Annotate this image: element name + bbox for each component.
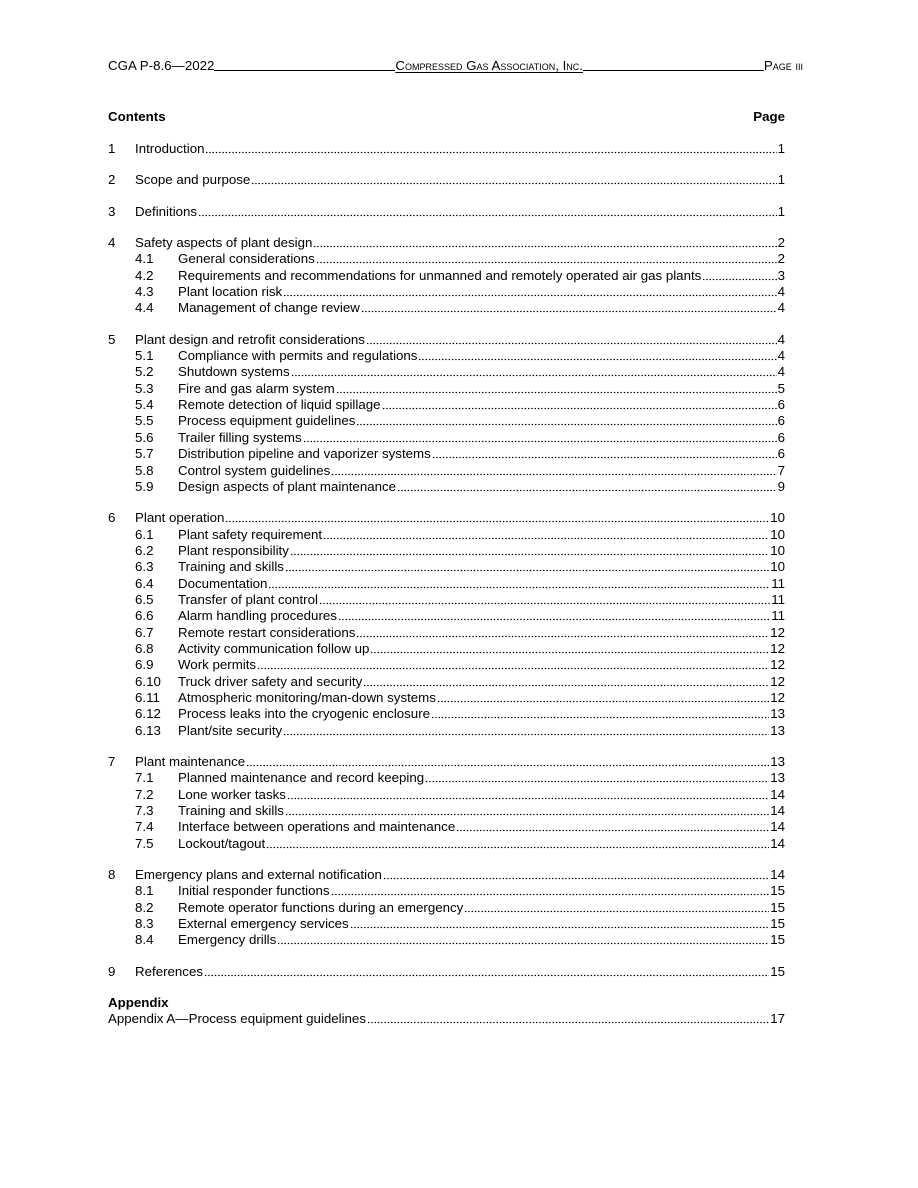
dot-leader [313, 235, 776, 251]
toc-subentry-title: Lockout/tagout [178, 835, 266, 851]
dot-leader [456, 819, 769, 835]
toc-entry-page: 2 [777, 235, 785, 251]
toc-section [108, 510, 785, 739]
toc-entry-6[interactable] [108, 510, 785, 526]
toc-entry-number: 3 [108, 203, 116, 219]
toc-subentry-page: 15 [770, 916, 785, 932]
toc-subentry-title: Control system guidelines [178, 462, 331, 478]
dot-leader [198, 204, 777, 220]
toc-entry-page: 14 [770, 867, 785, 883]
toc-subentry-title: Trailer filling systems [178, 429, 302, 445]
toc-entry-7[interactable] [108, 754, 785, 770]
dot-leader [432, 446, 777, 462]
toc-subentry-title: External emergency services [178, 916, 349, 932]
toc-entry-page: 13 [770, 754, 785, 769]
toc-subentry-page: 5 [777, 380, 785, 396]
toc-subentry-number: 7.2 [135, 786, 154, 802]
dot-leader [383, 867, 769, 883]
dot-leader [316, 251, 777, 267]
dot-leader [425, 770, 769, 786]
toc-subentry-page: 4 [777, 284, 785, 300]
toc-subentry-number: 7.3 [135, 803, 154, 819]
toc-entry-title: Plant maintenance [135, 754, 246, 769]
toc-subentry-number: 6.7 [135, 624, 154, 640]
dot-leader [268, 576, 770, 592]
dot-leader [285, 803, 769, 819]
toc-entry-title: Definitions [135, 203, 198, 219]
toc-entry-number: 9 [108, 963, 116, 979]
toc-entry-page: 1 [777, 141, 785, 156]
toc-subentry-6-9[interactable] [108, 657, 785, 673]
dot-leader [363, 674, 769, 690]
toc-section [108, 172, 785, 188]
toc-subentry-number: 6.6 [135, 608, 154, 624]
dot-leader [287, 787, 769, 803]
toc-subentry-number: 4.1 [135, 251, 154, 267]
dot-leader [350, 916, 769, 932]
header-publisher: Compressed Gas Association, Inc. [395, 58, 583, 73]
toc-subentry-title: Planned maintenance and record keeping [178, 770, 425, 786]
toc-subentry-4-1[interactable] [108, 251, 785, 267]
toc-subentry-number: 5.1 [135, 348, 154, 364]
toc-entry-title: References [135, 963, 203, 979]
toc-subentry-title: Plant responsibility [178, 542, 289, 558]
toc-subentry-number: 7.5 [135, 835, 154, 851]
toc-subentry-page: 14 [770, 835, 785, 851]
toc-subentry-title: Remote restart considerations [178, 624, 356, 640]
toc-entry-3[interactable] [108, 204, 785, 220]
toc-subentry-number: 6.2 [135, 542, 154, 558]
toc-subentry-title: Management of change review [178, 300, 360, 316]
toc-subentry-5-3[interactable] [108, 381, 785, 397]
toc-subentry-page: 15 [770, 932, 785, 948]
toc-subentry-number: 5.5 [135, 413, 154, 429]
dot-leader [283, 284, 776, 300]
toc-subentry-4-4[interactable] [108, 300, 785, 316]
toc-entry-number: 2 [108, 172, 116, 188]
dot-leader [331, 463, 776, 479]
toc-subentry-number: 8.3 [135, 916, 154, 932]
dot-leader [702, 268, 776, 284]
running-header [108, 55, 803, 73]
toc-subentry-number: 5.4 [135, 397, 154, 413]
dot-leader [277, 932, 769, 948]
toc-subentry-title: Documentation [178, 575, 268, 591]
dot-leader [397, 479, 777, 495]
toc-entry-page: 1 [777, 172, 785, 188]
toc-subentry-page: 13 [770, 706, 785, 722]
toc-entry-title: Emergency plans and external notification [135, 867, 382, 883]
toc-subentry-page: 6 [777, 429, 785, 445]
dot-leader [367, 1011, 769, 1027]
toc-entry-number: 1 [108, 141, 116, 156]
toc-subentry-page: 15 [770, 883, 785, 899]
toc-subentry-5-9[interactable] [108, 479, 785, 495]
dot-leader [431, 706, 769, 722]
toc-subentry-title: Plant safety requirement [178, 526, 323, 542]
toc-subentry-7-1[interactable] [108, 770, 785, 786]
toc-section [108, 332, 785, 495]
dot-leader [205, 141, 776, 157]
toc-entry-title: Plant operation [135, 510, 225, 526]
toc-subentry-5-2[interactable] [108, 364, 785, 380]
dot-leader [246, 754, 769, 770]
toc-subentry-page: 14 [770, 803, 785, 819]
dot-leader [336, 381, 777, 397]
toc-subentry-number: 5.2 [135, 364, 154, 380]
dot-leader [382, 397, 777, 413]
dot-leader [283, 723, 769, 739]
toc-subentry-number: 6.3 [135, 559, 154, 575]
toc-subentry-title: Initial responder functions [178, 883, 330, 899]
header-rule-right [583, 70, 764, 71]
toc-section [108, 235, 785, 317]
toc-subentry-number: 4.3 [135, 284, 154, 300]
toc-subentry-number: 5.3 [135, 380, 154, 396]
toc-subentry-number: 6.8 [135, 640, 154, 656]
toc-section [108, 141, 785, 157]
toc-subentry-5-1[interactable] [108, 348, 785, 364]
dot-leader [356, 413, 776, 429]
toc-subentry-6-6[interactable] [108, 608, 785, 624]
toc-subentry-title: Emergency drills [178, 932, 277, 948]
toc-subentry-title: Process leaks into the cryogenic enclosure [178, 706, 431, 722]
toc-entry-9[interactable] [108, 964, 785, 980]
table-of-contents [108, 141, 785, 1027]
toc-subentry-8-3[interactable] [108, 916, 785, 932]
contents-heading [108, 109, 785, 124]
toc-subentry-title: Activity communication follow up [178, 640, 370, 656]
toc-subentry-title: Work permits [178, 657, 257, 673]
toc-subentry-number: 8.4 [135, 932, 154, 948]
toc-subentry-number: 6.4 [135, 575, 154, 591]
toc-subentry-number: 5.7 [135, 446, 154, 462]
dot-leader [361, 300, 777, 316]
toc-subentry-number: 8.2 [135, 899, 154, 915]
appendix-heading: Appendix [108, 995, 169, 1011]
toc-entry-title: Scope and purpose [135, 172, 251, 188]
toc-subentry-6-13[interactable] [108, 723, 785, 739]
dot-leader [291, 364, 777, 380]
dot-leader [225, 510, 769, 526]
toc-subentry-page: 9 [777, 478, 785, 494]
toc-subentry-6-4[interactable] [108, 576, 785, 592]
toc-entry-5[interactable] [108, 332, 785, 348]
toc-subentry-title: Distribution pipeline and vaporizer systems [178, 446, 431, 462]
toc-subentry-8-1[interactable] [108, 883, 785, 899]
toc-subentry-title: Alarm handling procedures [178, 608, 337, 624]
toc-subentry-number: 6.9 [135, 657, 154, 673]
dot-leader [251, 172, 776, 188]
toc-subentry-page: 11 [771, 575, 785, 591]
toc-section [108, 964, 785, 980]
toc-subentry-title: Truck driver safety and security [178, 673, 363, 689]
header-page-number: Page iii [763, 58, 803, 73]
toc-subentry-7-2[interactable] [108, 787, 785, 803]
toc-entry-page: 15 [770, 963, 785, 979]
toc-subentry-number: 4.2 [135, 267, 154, 283]
toc-subentry-number: 6.10 [135, 673, 161, 689]
toc-subentry-title: Interface between operations and maintenance [178, 819, 456, 835]
toc-entry-page: 10 [770, 510, 785, 526]
dot-leader [418, 348, 776, 364]
toc-subentry-title: Training and skills [178, 803, 284, 819]
toc-subentry-7-3[interactable] [108, 803, 785, 819]
toc-subentry-title: Fire and gas alarm system [178, 380, 335, 396]
dot-leader [366, 332, 777, 348]
toc-subentry-page: 6 [777, 413, 785, 429]
toc-entry-4[interactable] [108, 235, 785, 251]
dot-leader [290, 543, 769, 559]
dot-leader [331, 883, 770, 899]
dot-leader [257, 657, 769, 673]
toc-subentry-number: 6.11 [135, 689, 160, 705]
toc-subentry-number: 8.1 [135, 883, 154, 899]
toc-section [108, 867, 785, 949]
dot-leader [266, 836, 769, 852]
toc-subentry-title: Design aspects of plant maintenance [178, 478, 397, 494]
toc-subentry-title: Training and skills [178, 559, 284, 575]
toc-entry-title: Safety aspects of plant design [135, 235, 313, 251]
toc-subentry-page: 7 [777, 462, 785, 478]
toc-subentry-title: Process equipment guidelines [178, 413, 356, 429]
toc-entry-title: Introduction [135, 141, 205, 156]
toc-subentry-number: 6.5 [135, 591, 154, 607]
toc-subentry-7-4[interactable] [108, 819, 785, 835]
toc-subentry-number: 6.12 [135, 706, 161, 722]
toc-subentry-title: Plant/site security [178, 722, 283, 738]
toc-subentry-page: 15 [770, 899, 785, 915]
appendix-block [108, 995, 785, 1027]
toc-subentry-page: 14 [770, 786, 785, 802]
toc-entry-number: 8 [108, 867, 116, 883]
contents-title: Contents [108, 109, 166, 124]
toc-subentry-page: 12 [770, 673, 785, 689]
header-doc-id: CGA P-8.6—2022 [108, 58, 215, 73]
toc-subentry-page: 10 [770, 542, 785, 558]
toc-subentry-title: General considerations [178, 251, 315, 267]
toc-subentry-page: 10 [770, 526, 785, 542]
toc-subentry-5-4[interactable] [108, 397, 785, 413]
toc-entry-number: 6 [108, 510, 116, 526]
toc-subentry-page: 10 [770, 559, 785, 575]
dot-leader [285, 559, 769, 575]
toc-subentry-page: 4 [777, 300, 785, 316]
toc-entry-8[interactable] [108, 867, 785, 883]
toc-subentry-title: Remote operator functions during an emergency [178, 899, 464, 915]
toc-subentry-page: 11 [771, 608, 785, 624]
toc-subentry-6-10[interactable] [108, 674, 785, 690]
header-rule-left [214, 70, 395, 71]
toc-subentry-page: 13 [770, 722, 785, 738]
toc-subentry-title: Shutdown systems [178, 364, 290, 380]
toc-subentry-number: 7.1 [135, 770, 154, 786]
toc-section [108, 204, 785, 220]
toc-section [108, 754, 785, 852]
toc-subentry-7-5[interactable] [108, 836, 785, 852]
toc-subentry-5-8[interactable] [108, 463, 785, 479]
toc-subentry-page: 4 [777, 348, 785, 364]
toc-subentry-6-7[interactable] [108, 625, 785, 641]
contents-page-label: Page [753, 109, 785, 124]
toc-subentry-page: 6 [777, 397, 785, 413]
dot-leader [370, 641, 769, 657]
toc-subentry-page: 13 [770, 770, 785, 786]
dot-leader [204, 964, 769, 980]
toc-subentry-page: 12 [770, 689, 785, 705]
dot-leader [437, 690, 769, 706]
toc-subentry-title: Atmospheric monitoring/man-down systems [178, 689, 436, 705]
toc-subentry-6-3[interactable] [108, 559, 785, 575]
toc-subentry-number: 5.9 [135, 478, 154, 494]
toc-subentry-6-11[interactable] [108, 690, 785, 706]
toc-subentry-title: Compliance with permits and regulations [178, 348, 418, 364]
toc-subentry-6-12[interactable] [108, 706, 785, 722]
toc-subentry-5-7[interactable] [108, 446, 785, 462]
dot-leader [356, 625, 769, 641]
toc-subentry-6-2[interactable] [108, 543, 785, 559]
toc-subentry-number: 5.8 [135, 462, 154, 478]
toc-entry-page: 1 [777, 203, 785, 219]
toc-subentry-6-1[interactable] [108, 527, 785, 543]
toc-subentry-page: 14 [770, 819, 785, 835]
toc-subentry-page: 11 [771, 591, 785, 607]
toc-subentry-5-5[interactable] [108, 413, 785, 429]
toc-subentry-6-8[interactable] [108, 641, 785, 657]
toc-subentry-6-5[interactable] [108, 592, 785, 608]
toc-entry-number: 5 [108, 331, 116, 347]
toc-subentry-page: 6 [777, 446, 785, 462]
dot-leader [303, 430, 777, 446]
toc-subentry-page: 4 [777, 364, 785, 380]
toc-subentry-4-3[interactable] [108, 284, 785, 300]
toc-subentry-5-6[interactable] [108, 430, 785, 446]
toc-subentry-title: Plant location risk [178, 284, 283, 300]
toc-entry-title: Plant design and retrofit considerations [135, 331, 365, 347]
toc-subentry-page: 12 [770, 657, 785, 673]
toc-entry-page: 4 [777, 331, 785, 347]
toc-subentry-title: Remote detection of liquid spillage [178, 397, 381, 413]
appendix-entry-page: 17 [770, 1011, 785, 1027]
toc-entry-1[interactable] [108, 141, 785, 157]
dot-leader [464, 900, 769, 916]
toc-subentry-number: 7.4 [135, 819, 154, 835]
toc-entry-number: 4 [108, 235, 116, 251]
toc-subentry-title: Transfer of plant control [178, 591, 318, 607]
toc-subentry-title: Requirements and recommendations for unmanned and remotely operated air gas plants [178, 267, 702, 283]
toc-subentry-number: 6.1 [135, 526, 154, 542]
toc-subentry-page: 3 [777, 267, 785, 283]
toc-subentry-4-2[interactable] [108, 268, 785, 284]
toc-subentry-number: 6.13 [135, 722, 161, 738]
dot-leader [323, 527, 769, 543]
dot-leader [338, 608, 770, 624]
toc-entry-number: 7 [108, 754, 116, 769]
toc-subentry-8-4[interactable] [108, 932, 785, 948]
appendix-entry-title: Appendix A—Process equipment guidelines [108, 1011, 366, 1027]
appendix-entry[interactable] [108, 1011, 785, 1027]
toc-subentry-number: 5.6 [135, 429, 154, 445]
dot-leader [319, 592, 770, 608]
toc-subentry-page: 2 [777, 251, 785, 267]
toc-entry-2[interactable] [108, 172, 785, 188]
toc-subentry-page: 12 [770, 624, 785, 640]
toc-subentry-page: 12 [770, 640, 785, 656]
toc-subentry-8-2[interactable] [108, 900, 785, 916]
toc-subentry-title: Lone worker tasks [178, 786, 286, 802]
toc-subentry-number: 4.4 [135, 300, 154, 316]
